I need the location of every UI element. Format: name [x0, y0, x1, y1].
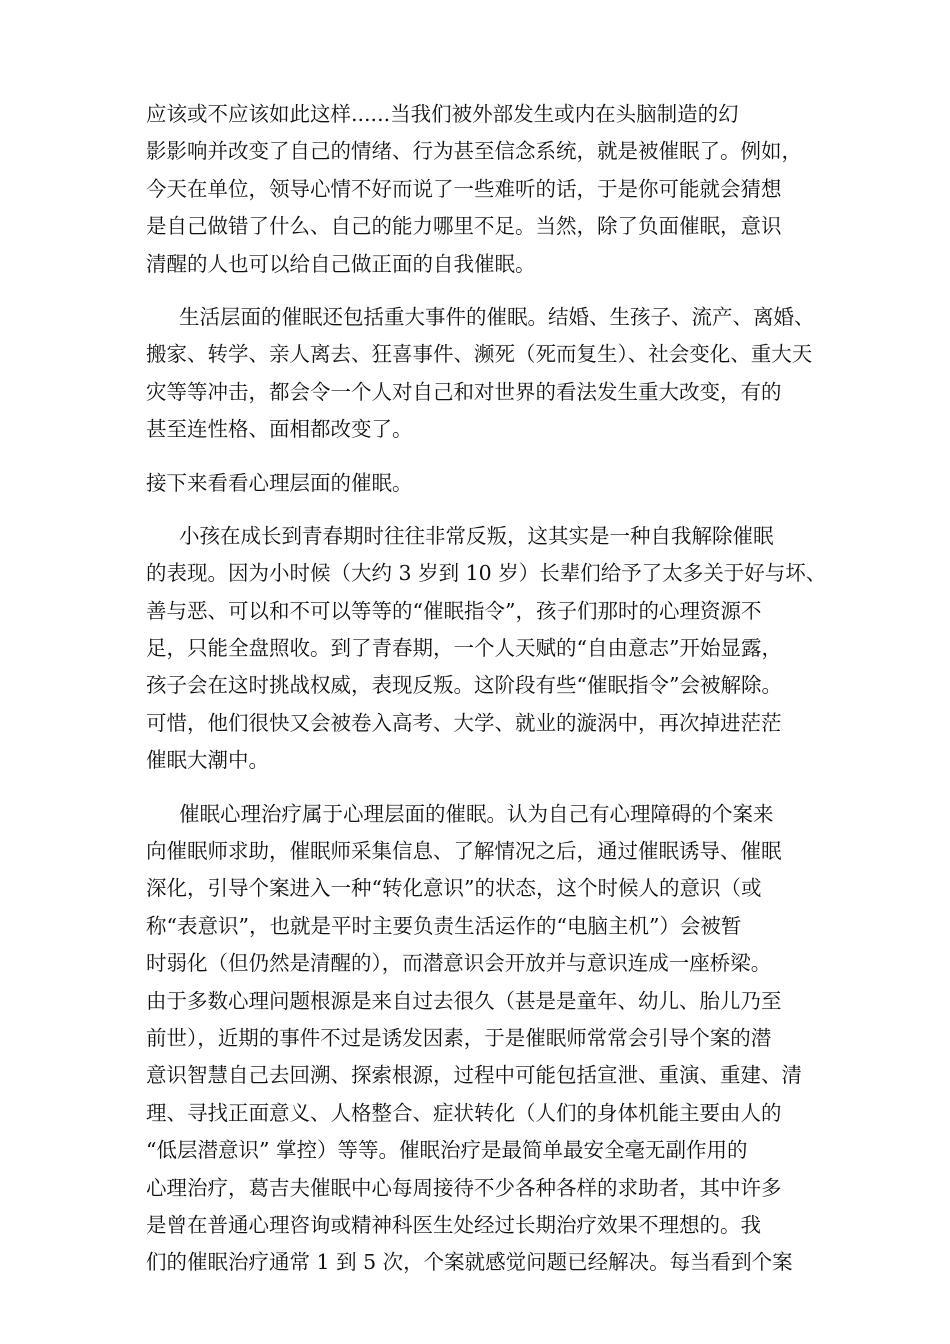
text-line: 今天在单位，领导心情不好而说了一些难听的话，于是你可能就会猜想: [146, 176, 782, 201]
text-line: 可惜，他们很快又会被卷入高考、大学、就业的漩涡中，再次掉进茫茫: [146, 710, 782, 735]
text-line: 影影响并改变了自己的情绪、行为甚至信念系统，就是被催眠了。例如，: [146, 139, 802, 164]
text-line: 清醒的人也可以给自己做正面的自我催眠。: [146, 251, 536, 276]
text-line: 足，只能全盘照收。到了青春期，一个人天赋的“自由意志”开始显露，: [146, 636, 782, 661]
text-line: 搬家、转学、亲人离去、狂喜事件、濒死（死而复生）、社会变化、重大天: [146, 342, 813, 367]
paragraph-5: [146, 796, 822, 1282]
text-line: 理、寻找正面意义、人格整合、症状转化（人们的身体机能主要由人的: [146, 1100, 782, 1125]
text-line: 深化，引导个案进入一种“转化意识”的状态，这个时候人的意识（或: [146, 876, 762, 901]
text-line: 意识智慧自己去回溯、探索根源，过程中可能包括宣泄、重演、重建、清: [146, 1063, 802, 1088]
paragraph-3: [146, 465, 822, 502]
text-line: 应该或不应该如此这样......当我们被外部发生或内在头脑制造的幻: [146, 102, 739, 126]
text-line: 时弱化（但仍然是清醒的），而潜意识会开放并与意识连成一座桥梁。: [146, 951, 772, 976]
text-line: 心理治疗，葛吉夫催眠中心每周接待不少各种各样的求助者，其中许多: [146, 1175, 782, 1200]
text-line: 们的催眠治疗通常 1 到 5 次，个案就感觉问题已经解决。每当看到个案: [146, 1250, 793, 1275]
text-line: 接下来看看心理层面的催眠。: [146, 470, 413, 495]
text-line: 善与恶、可以和不可以等等的“催眠指令”，孩子们那时的心理资源不: [146, 598, 762, 623]
paragraph-2: [146, 299, 822, 449]
paragraph-1: [146, 96, 822, 283]
document-body: [146, 96, 827, 1282]
text-line: “低层潜意识” 掌控）等等。催眠治疗是最简单最安全毫无副作用的: [146, 1138, 748, 1163]
text-line: 是曾在普通心理咨询或精神科医生处经过长期治疗效果不理想的。我: [146, 1212, 761, 1237]
text-line: 前世），近期的事件不过是诱发因素，于是催眠师常常会引导个案的潜: [146, 1025, 772, 1050]
text-line: 由于多数心理问题根源是来自过去很久（甚是是童年、幼儿、胎儿乃至: [146, 988, 782, 1013]
text-line: 小孩在成长到青春期时往往非常反叛，这其实是一种自我解除催眠: [179, 523, 774, 548]
text-line: 灾等等冲击，都会令一个人对自己和对世界的看法发生重大改变，有的: [146, 379, 782, 404]
paragraph-4: [146, 518, 827, 780]
text-line: 的表现。因为小时候（大约 3 岁到 10 岁）长辈们给予了太多关于好与坏、: [146, 561, 827, 586]
text-line: 是自己做错了什么、自己的能力哪里不足。当然，除了负面催眠，意识: [146, 214, 782, 239]
text-line: 称“表意识”，也就是平时主要负责生活运作的“电脑主机”）会被暂: [146, 913, 742, 938]
text-line: 甚至连性格、面相都改变了。: [146, 417, 413, 442]
text-line: 催眠大潮中。: [146, 748, 269, 773]
text-line: 向催眠师求助，催眠师采集信息、了解情况之后，通过催眠诱导、催眠: [146, 839, 782, 864]
text-line: 催眠心理治疗属于心理层面的催眠。认为自己有心理障碍的个案来: [179, 801, 774, 826]
text-line: 孩子会在这时挑战权威，表现反叛。这阶段有些“催眠指令”会被解除。: [146, 673, 782, 698]
text-line: 生活层面的催眠还包括重大事件的催眠。结婚、生孩子、流产、离婚、: [179, 304, 815, 329]
